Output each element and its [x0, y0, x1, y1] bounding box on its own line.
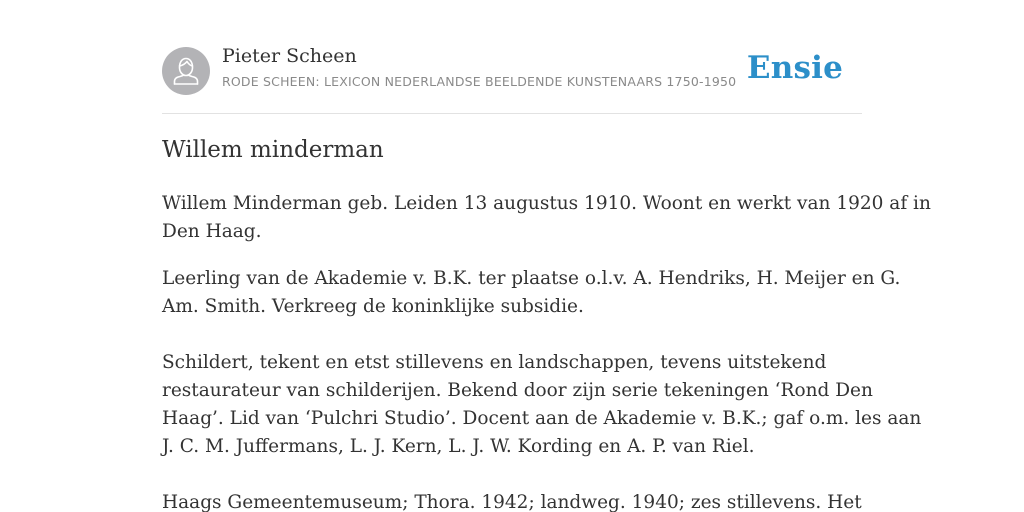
author-name[interactable]: Pieter Scheen — [222, 45, 357, 67]
paragraph-line: Am. Smith. Verkreeg de koninklijke subsidie. — [162, 296, 584, 317]
article-paragraph — [162, 190, 931, 246]
paragraph-line: Den Haag. — [162, 221, 262, 242]
article-paragraph — [162, 349, 922, 461]
article-header — [162, 0, 862, 114]
user-icon — [162, 47, 210, 95]
paragraph-line: Haag’. Lid van ‘Pulchri Studio’. Docent aan de Akademie v. B.K.; gaf o.m. les aan — [162, 408, 922, 429]
article-page — [162, 0, 931, 512]
paragraph-line: Schildert, tekent en etst stillevens en landschappen, tevens uitstekend — [162, 352, 827, 373]
article-paragraph — [162, 265, 901, 321]
article-paragraph — [162, 489, 862, 512]
paragraph-line: restaurateur van schilderijen. Bekend door zijn serie tekeningen ‘Rond Den — [162, 380, 873, 401]
brand-logo[interactable]: Ensie — [746, 50, 843, 86]
source-title[interactable]: RODE SCHEEN: LEXICON NEDERLANDSE BEELDENDE KUNSTENAARS 1750-1950 — [222, 74, 737, 89]
paragraph-line: J. C. M. Juffermans, L. J. Kern, L. J. W. Kording en A. P. van Riel. — [162, 436, 755, 457]
paragraph-line: Haags Gemeentemuseum; Thora. 1942; landweg. 1940; zes stillevens. Het — [162, 492, 862, 512]
paragraph-line: Willem Minderman geb. Leiden 13 augustus 1910. Woont en werkt van 1920 af in — [162, 193, 931, 214]
paragraph-line: Leerling van de Akademie v. B.K. ter plaatse o.l.v. A. Hendriks, H. Meijer en G. — [162, 268, 901, 289]
article-title: Willem minderman — [162, 137, 384, 163]
author-avatar[interactable] — [162, 47, 210, 95]
